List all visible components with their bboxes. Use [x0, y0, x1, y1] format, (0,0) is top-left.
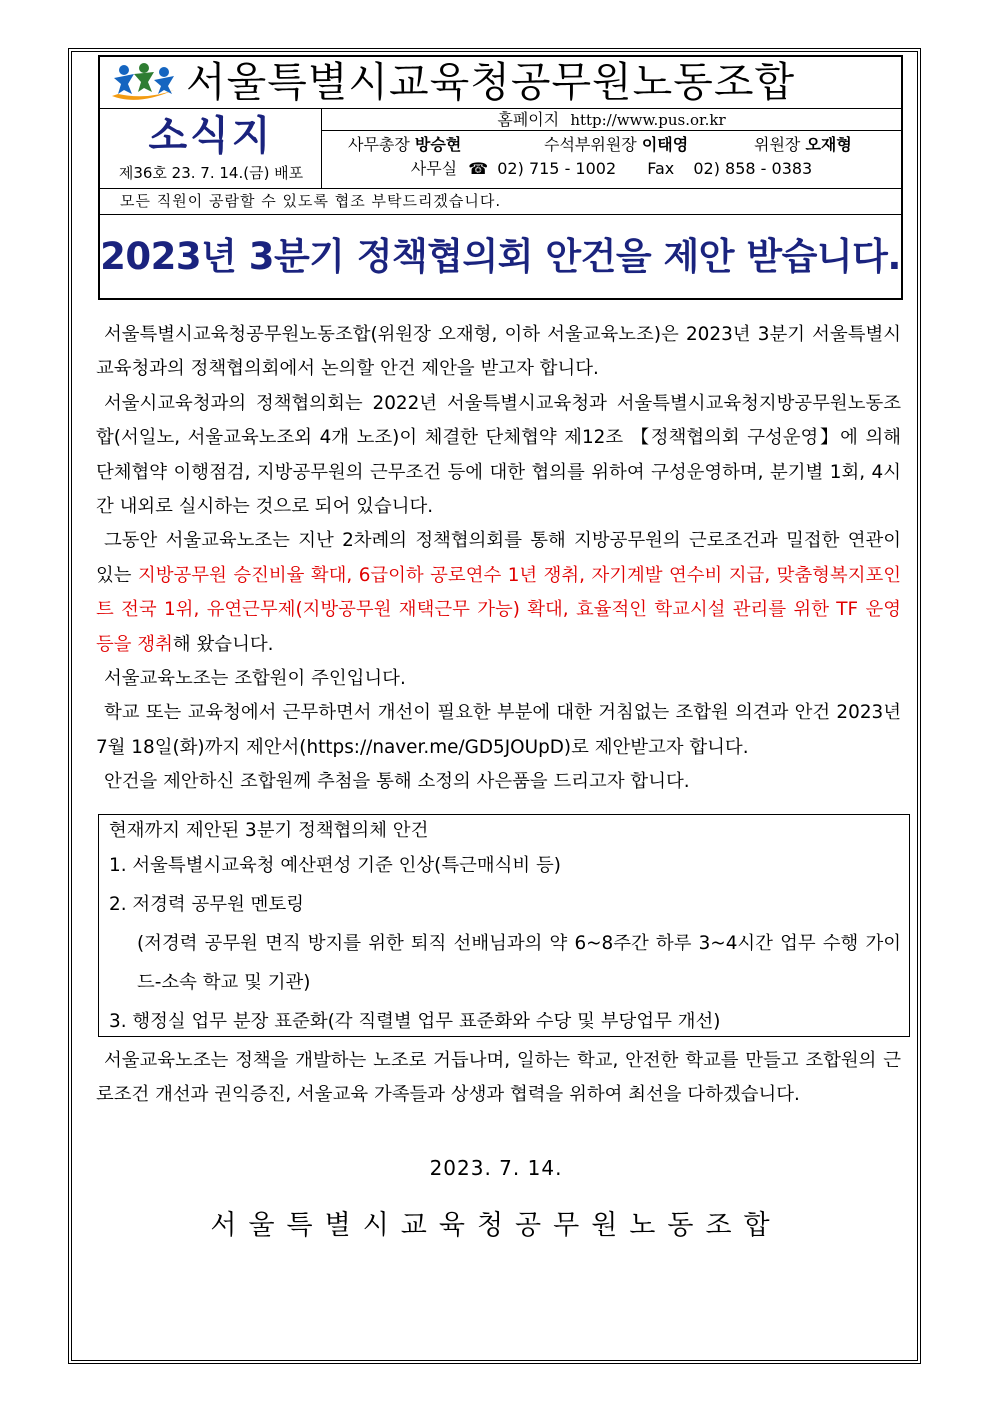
- issue-number: 제36호 23. 7. 14.(금) 배포: [118, 164, 304, 182]
- officer-role: 사무총장: [348, 135, 410, 154]
- union-logo-figures-icon: [108, 60, 180, 104]
- paragraph-request: 학교 또는 교육청에서 근무하면서 개선이 필요한 부분에 대한 거침없는 조합원 의견과 안건 2023년 7월 18일(화)까지 제안서(https://naver.me/GD5JOUpD)로 제안받고자 합니다.: [96, 702, 901, 758]
- proposal-item-3: 3. 행정실 업무 분장 표준화(각 직렬별 업무 표준화와 수당 및 부당업무 개선): [109, 1011, 721, 1032]
- officer-name: 오재형: [805, 135, 852, 154]
- proposal-box: [98, 814, 910, 1037]
- proposal-item-1: 1. 서울특별시교육청 예산편성 기준 인상(특근매식비 등): [109, 855, 561, 876]
- info-row: [100, 109, 901, 189]
- officer-name: 방승현: [414, 135, 462, 154]
- masthead-org-name: 서울특별시교육청공무원노동조합: [186, 58, 796, 106]
- phone-number: 02) 715 - 1002: [497, 159, 617, 178]
- officer-name: 이태영: [641, 135, 689, 154]
- achievements-tail: 해 왔습니다.: [172, 633, 274, 655]
- phone-icon: ☎: [468, 159, 489, 178]
- proposal-item-2: 2. 저경력 공무원 멘토링: [109, 894, 304, 915]
- newsletter-title-cell: [100, 109, 322, 188]
- paragraph-members: 서울교육노조는 조합원이 주인입니다.: [104, 668, 406, 690]
- headline: 2023년 3분기 정책협의회 안건을 제안 받습니다.: [100, 235, 901, 278]
- officers-line: [322, 133, 901, 157]
- officer-secretary-general: [348, 133, 461, 157]
- achievements-highlight: 지방공무원 승진비율 확대, 6급이하 공로연수 1년 쟁취, 자기계발 연수비 지급, 맞춤형복지포인트 전국 1위, 유연근무제(지방공무원 재택근무 가능) 확대, 효율적인 학교시설 관리를 위한 TF 운영 등을 쟁취: [96, 564, 901, 655]
- office-line: [322, 157, 901, 181]
- paragraph-gift: 안건을 제안하신 조합원께 추첨을 통해 소정의 사은품을 드리고자 합니다.: [104, 771, 690, 793]
- contact-cell: [322, 109, 901, 188]
- notice-line: 모든 직원이 공람할 수 있도록 협조 부탁드리겠습니다.: [100, 189, 901, 215]
- officer-role: 수석부위원장: [544, 135, 637, 154]
- homepage-label: 홈페이지: [497, 110, 560, 129]
- fax-number: 02) 858 - 0383: [693, 159, 813, 178]
- issue-date: 2023. 7. 14.: [429, 1156, 563, 1180]
- fax-label: Fax: [647, 159, 675, 178]
- officer-senior-vice-chair: [544, 133, 688, 157]
- signature-org-name: 서울특별시교육청공무원노동조합: [210, 1210, 782, 1241]
- officer-chair: [754, 133, 852, 157]
- achievements-lead: 그동안 서울교육노조는 지난 2차례의 정책협의회를 통해 지방공무원의 근로조건과 밀접한 연관이 있는: [96, 530, 901, 586]
- homepage-url[interactable]: http://www.pus.or.kr: [570, 111, 726, 129]
- paragraph-background: 서울시교육청과의 정책협의회는 2022년 서울특별시교육청과 서울특별시교육청지방공무원노동조합(서일노, 서울교육노조외 4개 노조)이 체결한 단체협약 제12조 【정책협의회 구성운영】에 의해 단체협약 이행점검, 지방공무원의 근무조건 등에 대한 협의를 위하여 구성운영하며, 분기별 1회, 4시간 내외로 실시하는 것으로 되어 있습니다.: [96, 392, 901, 518]
- proposal-box-title: 현재까지 제안된 3분기 정책협의체 안건: [109, 820, 429, 841]
- paragraph-achievements: [96, 524, 901, 662]
- office-label: 사무실: [410, 159, 458, 178]
- proposal-item-2-detail: (저경력 공무원 면직 방지를 위한 퇴직 선배님과의 약 6~8주간 하루 3~4시간 업무 수행 가이드-소속 학교 및 기관): [137, 933, 901, 993]
- newsletter-title: 소식지: [148, 113, 274, 159]
- body-text: [96, 318, 901, 800]
- masthead: [100, 57, 901, 109]
- closing-paragraph: 서울교육노조는 정책을 개발하는 노조로 거듭나며, 일하는 학교, 안전한 학교를 만들고 조합원의 근로조건 개선과 권익증진, 서울교육 가족들과 상생과 협력을 위하여 최선을 다하겠습니다.: [96, 1050, 901, 1106]
- homepage-line: [322, 109, 901, 131]
- newsletter-header: [98, 55, 903, 300]
- officer-role: 위원장: [754, 135, 801, 154]
- closing-paragraph-block: [96, 1044, 901, 1113]
- paragraph-intro: 서울특별시교육청공무원노동조합(위원장 오재형, 이하 서울교육노조)은 2023년 3분기 서울특별시교육청과의 정책협의회에서 논의할 안건 제안을 받고자 합니다.: [96, 324, 901, 380]
